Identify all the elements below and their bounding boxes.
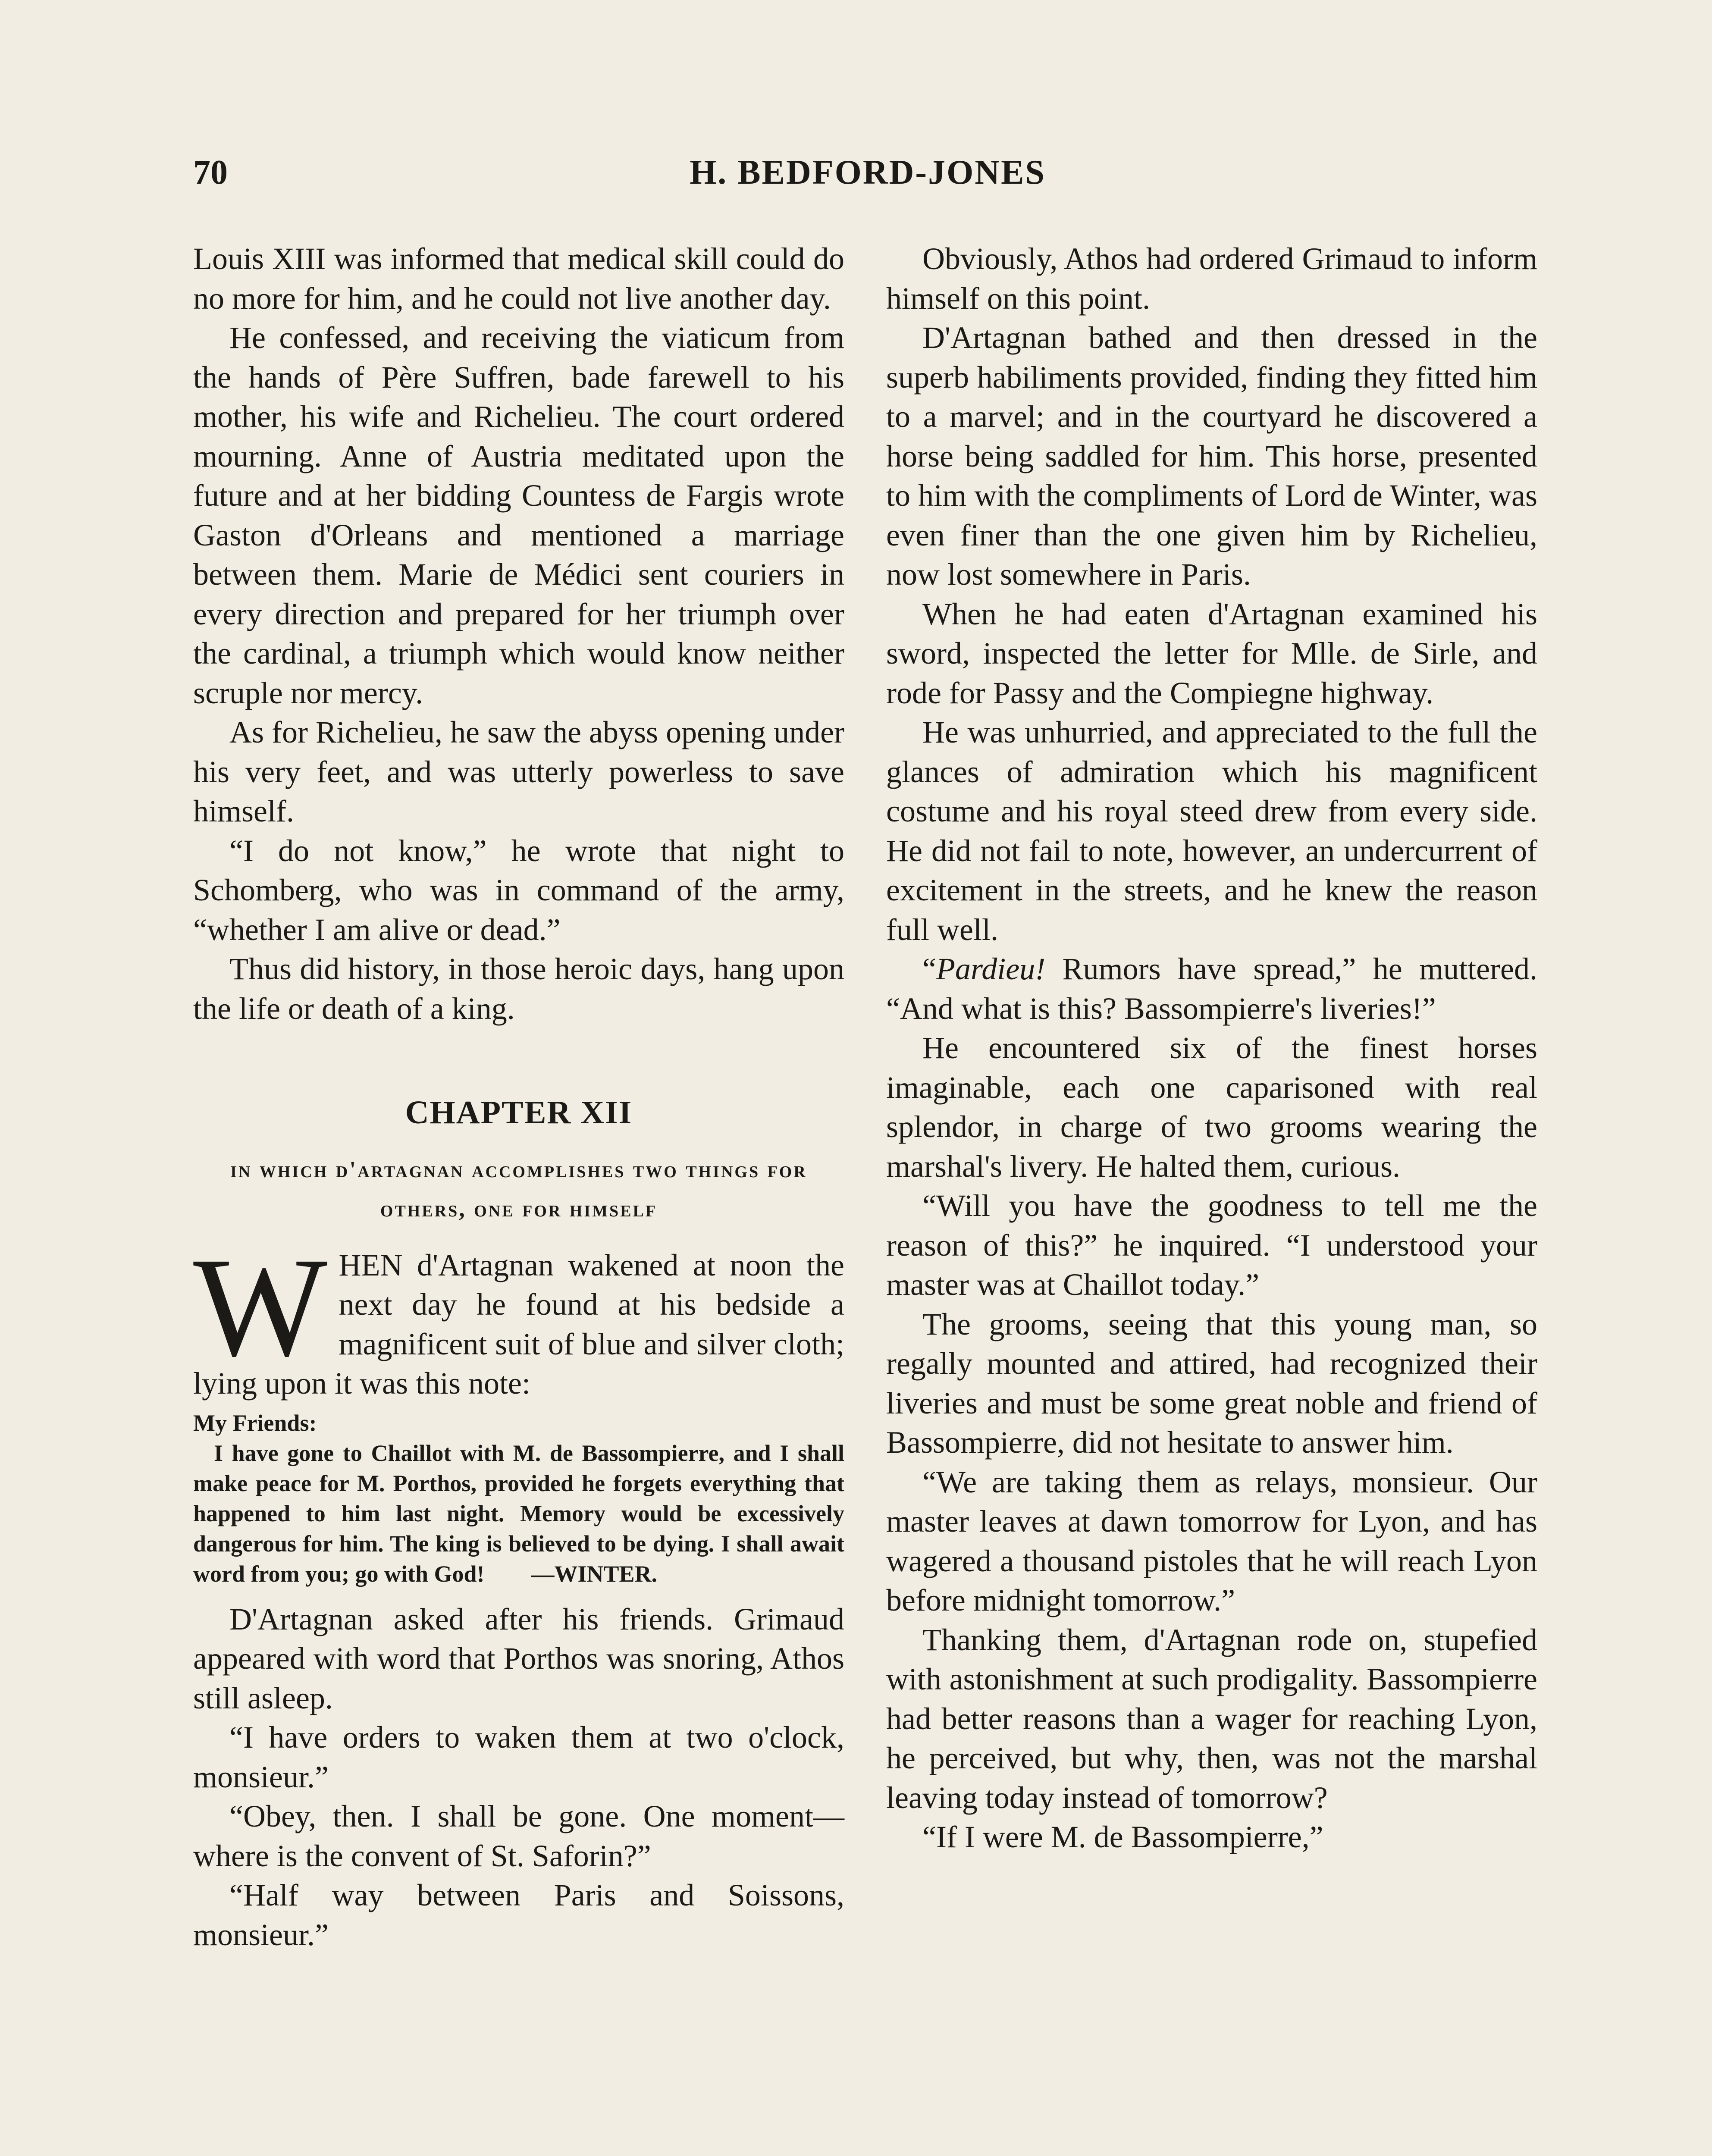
paragraph: When he had eaten d'Artagnan examined his sword, inspected the letter for Mlle. de Sirle, and rode for Passy and the Compiegne highway. xyxy=(886,596,1537,710)
paragraph: “I have orders to waken them at two o'clock, monsieur.” xyxy=(193,1720,844,1794)
letter-body xyxy=(193,1438,844,1589)
paragraph: He encountered six of the finest horses imaginable, each one caparisoned with real splendor, in charge of two grooms wearing the marshal's livery. He halted them, curious. xyxy=(886,1031,1537,1184)
paragraph: D'Artagnan bathed and then dressed in the superb habiliments provided, finding they fitted him to a marvel; and in the courtyard he discovered a horse being saddled for him. This horse, presented to him with the compliments of Lord de Winter, was even finer than the one given him by Richelieu, now lost somewhere in Paris. xyxy=(886,320,1537,592)
letter-body-text: I have gone to Chaillot with M. de Bassompierre, and I shall make peace for M. Porthos, provided he forgets everything that happened to him last night. Memory would be excessively dangerous for him. The king is believed to be dying. I shall await word from you; go with God! xyxy=(193,1440,844,1587)
page-number: 70 xyxy=(193,154,228,191)
paragraph: Obviously, Athos had ordered Grimaud to inform himself on this point. xyxy=(886,241,1537,316)
paragraph: “If I were M. de Bassompierre,” xyxy=(922,1820,1323,1854)
paragraph: “Half way between Paris and Soissons, monsieur.” xyxy=(193,1878,844,1952)
chapter-subtitle: in which d'artagnan accomplishes two things for others, one for himself xyxy=(230,1156,807,1222)
running-head: H. BEDFORD-JONES xyxy=(690,154,1046,191)
paragraph: Thus did history, in those heroic days, hang upon the life or death of a king. xyxy=(193,952,844,1026)
letter-salutation: My Friends: xyxy=(193,1410,317,1436)
paragraph: “Pardieu! Rumors have spread,” he muttered. “And what is this? Bassompierre's liveries!” xyxy=(886,952,1537,1026)
letter-note xyxy=(193,1408,844,1589)
paragraph: Louis XIII was informed that medical skill could do no more for him, and he could not live another day. xyxy=(193,241,844,316)
drop-cap: W xyxy=(193,1228,328,1386)
letter-signature: —WINTER. xyxy=(531,1561,658,1587)
paragraph: “I do not know,” he wrote that night to Schomberg, who was in command of the army, “whether I am alive or dead.” xyxy=(193,833,844,947)
chapter-title: CHAPTER XII xyxy=(405,1094,633,1131)
page-header xyxy=(193,153,1542,205)
pardieu-text: Rumors have spread,” he muttered. “And what is this? Bassompierre's liveries!” xyxy=(886,952,1537,1026)
paragraph: The grooms, seeing that this young man, so regally mounted and attired, had recognized their liveries and must be some great noble and friend of Bassompierre, did not hesitate to answer him. xyxy=(886,1307,1537,1460)
paragraph: Thanking them, d'Artagnan rode on, stupefied with astonishment at such prodigality. Bassompierre had better reasons than a wager for reaching Lyon, he perceived, but why, then, was not the marshal leaving today instead of tomorrow? xyxy=(886,1622,1537,1815)
opening-paragraph xyxy=(193,1228,844,1404)
paragraph: “Will you have the goodness to tell me the reason of this?” he inquired. “I understood your master was at Chaillot today.” xyxy=(886,1188,1537,1302)
right-column xyxy=(886,239,1537,1857)
paragraph: “We are taking them as relays, monsieur. Our master leaves at dawn tomorrow for Lyon, and has wagered a thousand pistoles that he will reach Lyon before midnight tomorrow.” xyxy=(886,1464,1537,1617)
paragraph: “Obey, then. I shall be gone. One moment—where is the convent of St. Saforin?” xyxy=(193,1799,844,1873)
paragraph: He confessed, and receiving the viaticum from the hands of Père Suffren, bade farewell to his mother, his wife and Richelieu. The court ordered mourning. Anne of Austria meditated upon the future and at her bidding Countess de Fargis wrote Gaston d'Orleans and mentioned a marriage between them. Marie de Médici sent couriers in every direction and prepared for her triumph over the cardinal, a triumph which would know neither scruple nor mercy. xyxy=(193,320,844,710)
paragraph: As for Richelieu, he saw the abyss opening under his very feet, and was utterly powerless to save himself. xyxy=(193,715,844,828)
opening-text: HEN d'Artagnan wakened at noon the next day he found at his bedside a magnificent suit of blue and silver cloth; lying upon it was this note: xyxy=(193,1247,844,1401)
left-column xyxy=(193,239,844,1955)
pardieu-emphasis: Pardieu! xyxy=(936,952,1046,986)
paragraph: He was unhurried, and appreciated to the full the glances of admiration which his magnificent costume and his royal steed drew from every side. He did not fail to note, however, an undercurrent of excitement in the streets, and he knew the reason full well. xyxy=(886,715,1537,947)
paragraph: D'Artagnan asked after his friends. Grimaud appeared with word that Porthos was snoring, Athos still asleep. xyxy=(193,1601,844,1715)
